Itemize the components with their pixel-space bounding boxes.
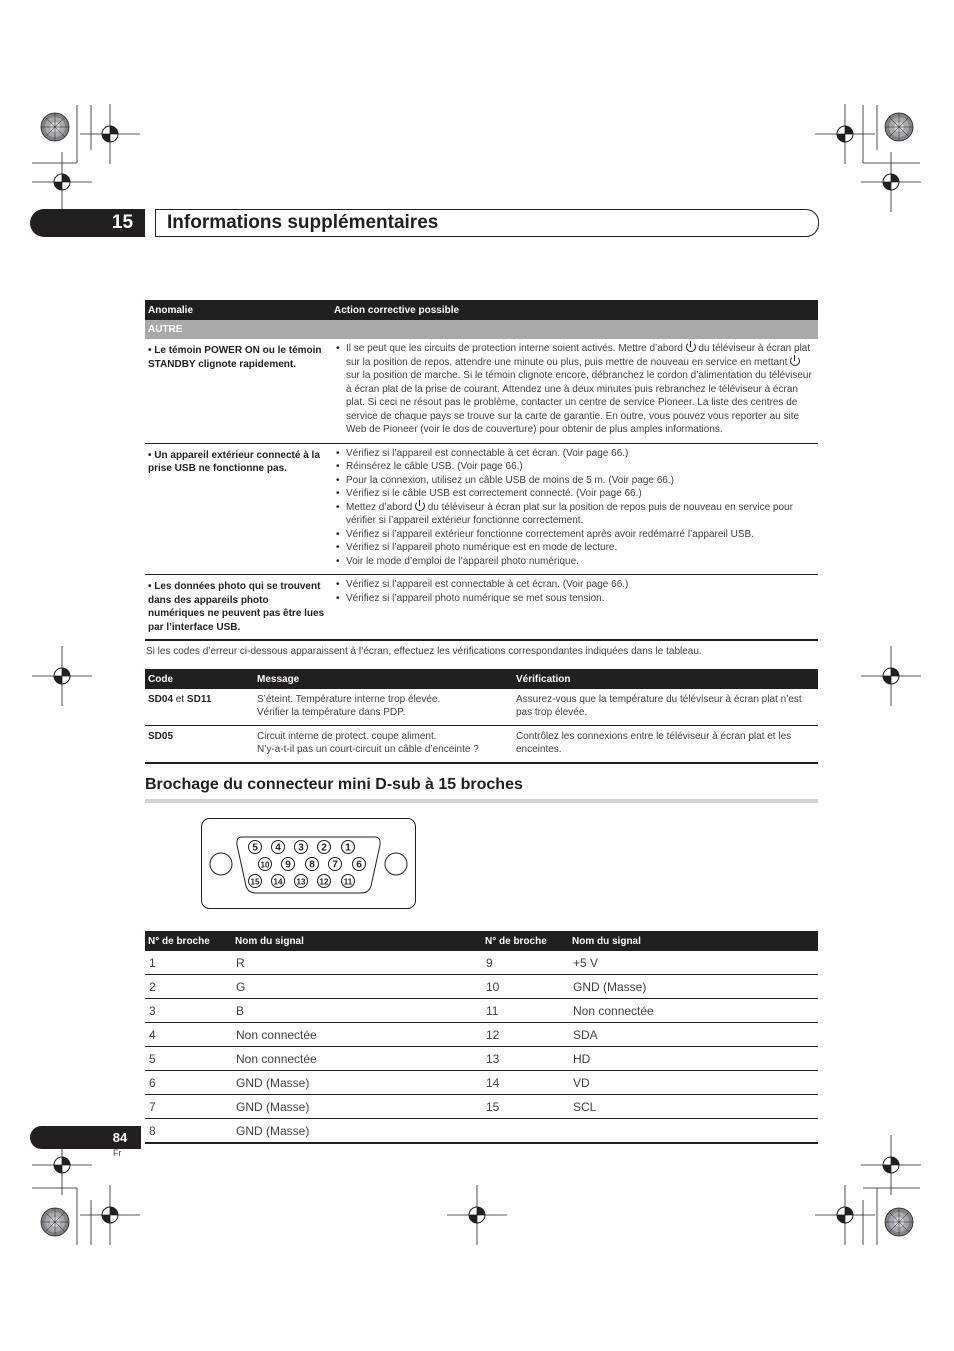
pin-number: 15 (250, 877, 260, 887)
column-header-code: Code (145, 669, 254, 689)
verification-cell: Assurez-vous que la température du téléviseur à écran plat n’est pas trop élevée. (513, 689, 818, 726)
anomaly-cell: • Le témoin POWER ON ou le témoin STANDBY clignote rapidement. (145, 339, 331, 443)
signal-cell: Non connectée (569, 999, 818, 1023)
action-cell (331, 339, 818, 443)
column-header-pin: N° de broche (145, 931, 232, 951)
pin-cell: 15 (482, 1095, 569, 1119)
pin-number: 12 (319, 877, 329, 887)
pin-cell: 3 (145, 999, 232, 1023)
page-number: 84 (112, 1130, 128, 1145)
table-row (145, 726, 818, 764)
pin-number: 3 (298, 842, 304, 854)
pin-number: 14 (273, 877, 283, 887)
pin-number: 4 (275, 842, 281, 854)
pin-cell: 4 (145, 1023, 232, 1047)
action-text: Il se peut que les circuits de protection interne soient activés. Mettre d’abord (346, 343, 686, 354)
signal-cell: HD (569, 1047, 818, 1071)
signal-cell: VD (569, 1071, 818, 1095)
action-cell (331, 443, 818, 575)
pin-cell: 7 (145, 1095, 232, 1119)
action-item: • Vérifiez si l’appareil est connectable à cet écran. (Voir page 66.) (334, 578, 815, 592)
pin-cell: 10 (482, 975, 569, 999)
pin-cell: 5 (145, 1047, 232, 1071)
table-row (145, 575, 818, 641)
action-item: • Vérifiez si l’appareil est connectable à cet écran. (Voir page 66.) (334, 447, 815, 461)
page-language: Fr (113, 1148, 122, 1158)
troubleshooting-table (145, 300, 818, 641)
action-text: du téléviseur à écran plat sur la position de repos puis de nouveau en service pour vérifier si l’appareil extérieur fonctionne correctement. (346, 501, 793, 526)
action-cell (331, 575, 818, 641)
signal-cell (569, 1119, 818, 1144)
table-row (145, 443, 818, 575)
pin-cell: 9 (482, 951, 569, 975)
pin-cell (482, 1119, 569, 1144)
error-codes-note: Si les codes d’erreur ci-dessous apparaissent à l’écran, effectuez les vérifications correspondantes indiquées dans le tableau. (146, 646, 702, 657)
signal-cell: B (232, 999, 482, 1023)
column-header-pin: N° de broche (482, 931, 569, 951)
signal-cell: G (232, 975, 482, 999)
dsub-connector-diagram (200, 817, 417, 910)
column-header-signal: Nom du signal (569, 931, 818, 951)
pin-cell: 8 (145, 1119, 232, 1144)
action-item: • Vérifiez si l’appareil extérieur fonctionne correctement après avoir redémarré l’appareil USB. (334, 528, 815, 542)
pin-cell: 2 (145, 975, 232, 999)
message-line: Vérifier la température dans PDP. (257, 707, 406, 718)
section-rule (145, 799, 818, 803)
section-label: AUTRE (145, 320, 818, 339)
table-row (145, 1071, 818, 1095)
anomaly-cell: • Les données photo qui se trouvent dans des appareils photo numériques ne peuvent pas être lues par l’interface USB. (145, 575, 331, 641)
pin-number: 5 (252, 842, 258, 854)
power-icon (790, 356, 800, 366)
action-item (334, 342, 815, 437)
pinout-table (145, 931, 818, 1144)
anomaly-cell: • Un appareil extérieur connecté à la prise USB ne fonctionne pas. (145, 443, 331, 575)
signal-cell: GND (Masse) (232, 1095, 482, 1119)
table-row (145, 689, 818, 726)
error-code: SD04 (148, 694, 174, 705)
section-title: Brochage du connecteur mini D-sub à 15 broches (145, 776, 523, 793)
section-row-autre (145, 320, 818, 339)
signal-cell: SDA (569, 1023, 818, 1047)
column-header-anomalie: Anomalie (145, 300, 331, 320)
table-row (145, 951, 818, 975)
error-code: SD11 (186, 694, 212, 705)
code-separator: et (173, 694, 187, 705)
signal-cell: +5 V (569, 951, 818, 975)
table-header-row (145, 300, 818, 320)
table-row (145, 1023, 818, 1047)
action-item: • Vérifiez si l’appareil photo numérique est en mode de lecture. (334, 541, 815, 555)
message-line: S’éteint. Température interne trop élevée. (257, 694, 441, 705)
action-item: • Voir le mode d’emploi de l’appareil photo numérique. (334, 555, 815, 569)
table-row (145, 339, 818, 443)
table-row (145, 1095, 818, 1119)
message-cell (254, 726, 513, 764)
pin-cell: 6 (145, 1071, 232, 1095)
action-item: • Vérifiez si l’appareil photo numérique se met sous tension. (334, 592, 815, 606)
action-item (334, 501, 815, 528)
table-row (145, 975, 818, 999)
verification-cell: Contrôlez les connexions entre le téléviseur à écran plat et les enceintes. (513, 726, 818, 764)
action-item: • Vérifiez si le câble USB est correctement connecté. (Voir page 66.) (334, 487, 815, 501)
pin-cell: 14 (482, 1071, 569, 1095)
code-cell (145, 726, 254, 764)
pin-cell: 11 (482, 999, 569, 1023)
pin-cell: 12 (482, 1023, 569, 1047)
table-row (145, 1047, 818, 1071)
pin-number: 10 (260, 860, 270, 870)
signal-cell: SCL (569, 1095, 818, 1119)
signal-cell: GND (Masse) (232, 1119, 482, 1144)
action-item: • Pour la connexion, utilisez un câble USB de moins de 5 m. (Voir page 66.) (334, 474, 815, 488)
action-text: sur la position de marche. Si le témoin clignote encore, débranchez le cordon d’alimentation du téléviseur à écran plat de la prise de courant. Attendez une à deux minutes puis rebranchez le téléviseur à écran plat. Si ceci ne résout pas le problème, contacter un centre de service Pioneer. La liste des centres de service de chaque pays se trouve sur la carte de garantie. En outre, vous pouvez vous reporter au site Web de Pioneer (voir le dos de couverture) pour obtenir de plus amples informations. (346, 370, 812, 435)
pin-number: 7 (332, 859, 338, 871)
pin-number: 6 (356, 859, 362, 871)
message-line: Circuit interne de protect. coupe aliment. (257, 731, 437, 742)
message-line: N’y-a-t-il pas un court-circuit un câble d’enceinte ? (257, 744, 479, 755)
table-header-row (145, 931, 818, 951)
column-header-verification: Vérification (513, 669, 818, 689)
table-header-row (145, 669, 818, 689)
message-cell (254, 689, 513, 726)
power-icon (686, 342, 696, 352)
chapter-title: Informations supplémentaires (167, 212, 439, 233)
table-row (145, 1119, 818, 1144)
column-header-action: Action corrective possible (331, 300, 818, 320)
signal-cell: GND (Masse) (232, 1071, 482, 1095)
power-icon (415, 501, 425, 511)
pin-cell: 13 (482, 1047, 569, 1071)
pin-number: 11 (343, 877, 353, 887)
code-cell (145, 689, 254, 726)
column-header-signal: Nom du signal (232, 931, 482, 951)
signal-cell: Non connectée (232, 1047, 482, 1071)
error-code: SD05 (148, 731, 174, 742)
column-header-message: Message (254, 669, 513, 689)
pin-number: 13 (296, 877, 306, 887)
pin-cell: 1 (145, 951, 232, 975)
pin-number: 2 (321, 842, 327, 854)
signal-cell: GND (Masse) (569, 975, 818, 999)
pin-number: 1 (345, 842, 351, 854)
pin-number: 9 (285, 859, 291, 871)
error-code-table (145, 669, 818, 764)
table-row (145, 999, 818, 1023)
action-text: Mettez d’abord (346, 501, 415, 513)
chapter-number: 15 (111, 212, 134, 233)
action-item: • Réinsérez le câble USB. (Voir page 66.) (334, 460, 815, 474)
signal-cell: R (232, 951, 482, 975)
pin-number: 8 (309, 859, 315, 871)
signal-cell: Non connectée (232, 1023, 482, 1047)
action-text: du téléviseur à écran plat sur la position de repos, attendre une minute ou plus, puis mettre de nouveau en service en mettant (346, 343, 811, 368)
